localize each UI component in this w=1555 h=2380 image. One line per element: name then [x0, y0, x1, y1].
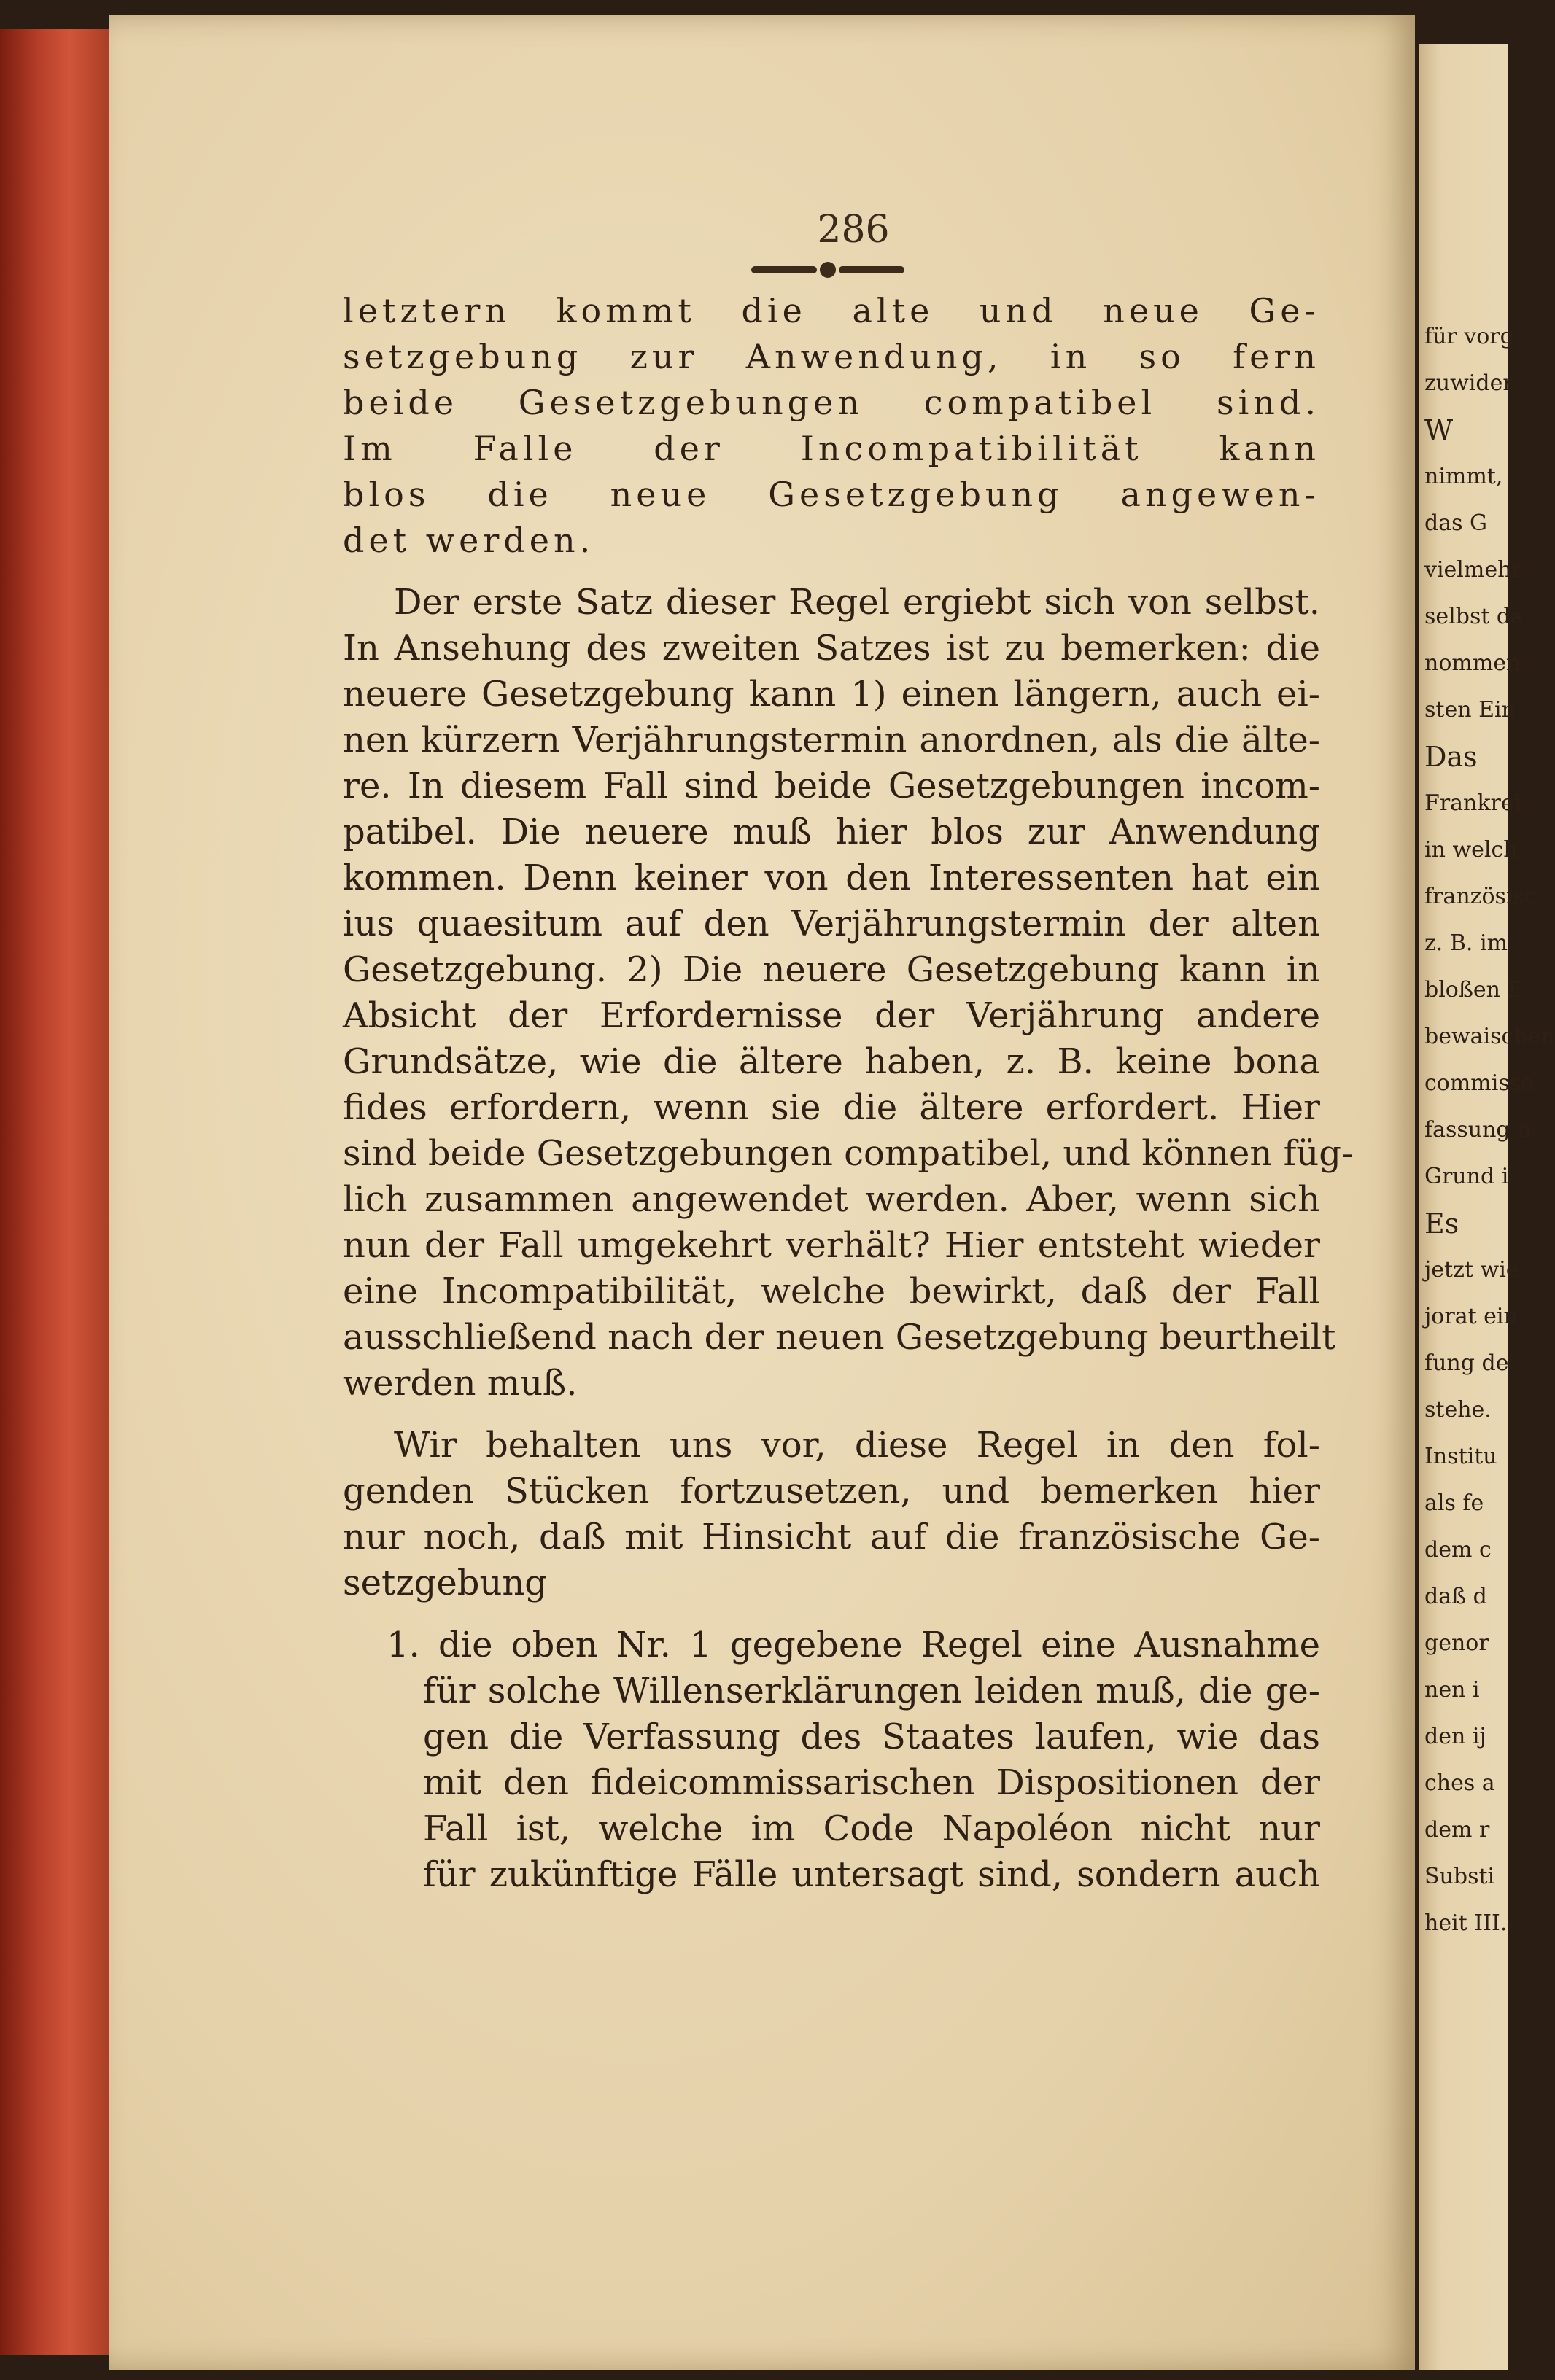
margin-line: vielmehr: [1424, 557, 1522, 583]
page-number: 286: [817, 208, 890, 252]
text-line: In Ansehung des zweiten Satzes ist zu bemerken: die: [343, 628, 1320, 669]
margin-line: für vorg: [1424, 324, 1514, 349]
text-line: kommen. Denn keiner von den Interessenten hat ein: [343, 858, 1320, 898]
margin-line: als fe: [1424, 1490, 1484, 1516]
margin-line: selbst da: [1424, 604, 1524, 629]
text-line: neuere Gesetzgebung kann 1) einen längern, auch ei-: [343, 674, 1320, 715]
text-line: Grundsätze, wie die ältere haben, z. B. keine bona: [343, 1041, 1320, 1082]
text-line: re. In diesem Fall sind beide Gesetzgebungen incom-: [343, 766, 1320, 806]
text-line: det werden.: [343, 521, 595, 560]
margin-line: z. B. im: [1424, 930, 1508, 956]
text-line: beide Gesetzgebungen compatibel sind.: [343, 383, 1320, 422]
text-line: Absicht der Erfordernisse der Verjährung andere: [343, 995, 1320, 1036]
list-item-line: für zukünftige Fälle untersagt sind, sondern auch: [423, 1854, 1320, 1895]
list-item-line: mit den fideicommissarischen Dispositionen der: [423, 1762, 1320, 1803]
text-line: Wir behalten uns vor, diese Regel in den fol-: [394, 1425, 1320, 1466]
margin-line: Das: [1424, 741, 1478, 773]
text-line: nun der Fall umgekehrt verhält? Hier entsteht wieder: [343, 1225, 1320, 1266]
list-item-line: gen die Verfassung des Staates laufen, wie das: [423, 1716, 1320, 1757]
ornament-dot: [820, 262, 836, 278]
text-line: patibel. Die neuere muß hier blos zur Anwendung: [343, 812, 1320, 852]
ornament-divider: [733, 259, 923, 281]
text-line: Im Falle der Incompatibilität kann: [343, 429, 1320, 468]
ornament-bar-right: [839, 266, 904, 273]
text-line: genden Stücken fortzusetzen, und bemerken hier: [343, 1471, 1320, 1512]
book-edge: [0, 29, 117, 2355]
list-item-line: für solche Willenserklärungen leiden muß, die ge-: [423, 1671, 1320, 1711]
margin-line: genor: [1424, 1630, 1489, 1656]
next-page-edge: [1419, 44, 1555, 2370]
margin-line: dem r: [1424, 1817, 1490, 1843]
text-line: fides erfordern, wenn sie die ältere erfordert. Hier: [343, 1087, 1320, 1128]
text-line: nen kürzern Verjährungstermin anordnen, als die älte-: [343, 720, 1320, 761]
margin-line: heit III.: [1424, 1910, 1508, 1936]
margin-line: daß d: [1424, 1584, 1487, 1609]
margin-line: den ij: [1424, 1724, 1486, 1749]
margin-line: bloßen E: [1424, 977, 1524, 1003]
margin-line: in welch: [1424, 837, 1518, 863]
margin-line: Es: [1424, 1208, 1459, 1240]
margin-line: dem c: [1424, 1537, 1492, 1563]
margin-line: sten Ein: [1424, 697, 1516, 723]
margin-line: französisc: [1424, 884, 1537, 909]
margin-line: nommen: [1424, 650, 1521, 676]
text-line: letztern kommt die alte und neue Ge-: [343, 291, 1320, 330]
text-line: ius quaesitum auf den Verjährungstermin der alten: [343, 903, 1320, 944]
margin-line: fassung n: [1424, 1117, 1532, 1143]
ornament-bar-left: [751, 266, 817, 273]
text-line: werden muß.: [343, 1363, 578, 1404]
margin-line: jorat ein: [1424, 1304, 1518, 1329]
margin-line: ches a: [1424, 1770, 1495, 1796]
margin-line: Frankrei: [1424, 790, 1521, 816]
margin-line: das G: [1424, 510, 1487, 536]
margin-line: Substi: [1424, 1864, 1495, 1889]
text-line: ausschließend nach der neuen Gesetzgebung beurtheilt: [343, 1317, 1336, 1358]
margin-line: nen i: [1424, 1677, 1480, 1703]
text-line: Gesetzgebung. 2) Die neuere Gesetzgebung kann in: [343, 949, 1320, 990]
margin-line: Institu: [1424, 1444, 1497, 1469]
margin-line: W: [1424, 414, 1454, 446]
margin-line: fung de: [1424, 1350, 1509, 1376]
text-line: eine Incompatibilität, welche bewirkt, daß der Fall: [343, 1271, 1320, 1312]
margin-line: Grund i: [1424, 1164, 1509, 1189]
text-line: nur noch, daß mit Hinsicht auf die französische Ge-: [343, 1517, 1320, 1558]
margin-line: zuwider: [1424, 370, 1513, 396]
margin-line: bewaischen: [1424, 1024, 1555, 1049]
list-item-line: Fall ist, welche im Code Napoléon nicht nur: [423, 1808, 1320, 1849]
text-line: Der erste Satz dieser Regel ergiebt sich von selbst.: [394, 582, 1320, 623]
margin-line: commisse: [1424, 1070, 1534, 1096]
list-item-line: 1. die oben Nr. 1 gegebene Regel eine Ausnahme: [387, 1625, 1320, 1665]
text-line: setzgebung: [343, 1563, 548, 1603]
main-text: [343, 288, 1354, 1898]
margin-line: stehe.: [1424, 1397, 1492, 1423]
margin-line: nimmt,: [1424, 464, 1503, 489]
next-page-text: [1424, 314, 1555, 1947]
text-line: sind beide Gesetzgebungen compatibel, und können füg-: [343, 1133, 1354, 1174]
text-line: lich zusammen angewendet werden. Aber, wenn sich: [343, 1179, 1320, 1220]
text-line: setzgebung zur Anwendung, in so fern: [343, 337, 1320, 376]
margin-line: jetzt wie: [1424, 1257, 1519, 1283]
text-line: blos die neue Gesetzgebung angewen-: [343, 475, 1320, 514]
